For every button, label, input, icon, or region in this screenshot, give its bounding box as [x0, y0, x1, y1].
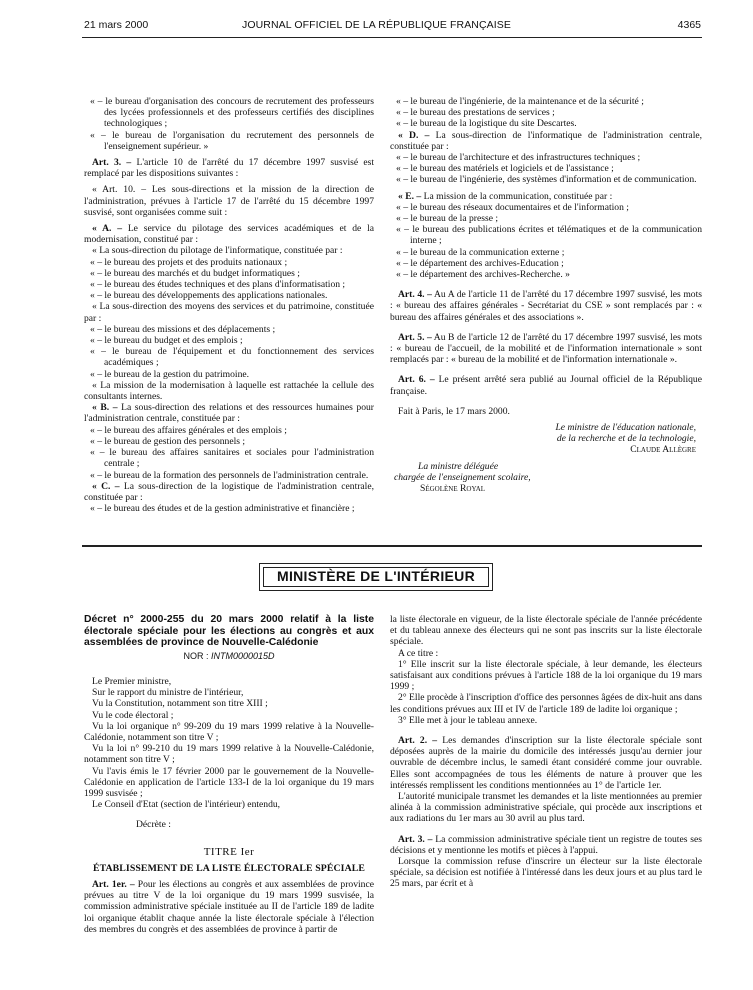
list-item: « – le bureau des études et de la gestion administrative et financière ; — [90, 503, 355, 515]
paragraph: Sur le rapport du ministre de l'intérieur, — [92, 687, 244, 699]
paragraph: Le Conseil d'Etat (section de l'intérieur) entendu, — [92, 799, 281, 811]
paragraph: « C. – La sous-direction de la logistique de l'administration centrale, constituée par : — [84, 480, 375, 503]
paragraph: « B. – La sous-direction des relations et des ressources humaines pour l'administration centrale, constituée par : — [84, 402, 374, 425]
column-bottom-left — [84, 614, 374, 935]
list-item: « – le bureau des missions et des déplacements ; — [90, 323, 276, 335]
paragraph: L'autorité municipale transmet les demandes et la liste mentionnées au premier alinéa à la commission administrative spéciale, qui procède aux inscriptions et aux radiations du 1er mars au 30 avril au plus tard. — [390, 791, 702, 825]
list-item: « – le bureau de gestion des personnels ; — [90, 435, 246, 447]
signatory-title: chargée de l'enseignement scolaire, — [394, 471, 531, 483]
article-1: Art. 1er. – Pour les élections au congrès et aux assemblées de province prévues au titre V de la loi organique du 19 mars 1999 susvisée, la commission administrative spéciale instituée au II de l'article 189 de ladite loi organique établit chaque année la liste électorale spéciale à l'élection des membres du congrès et des assemblées de province à partir de — [84, 879, 374, 935]
article-5: Art. 5. – Au B de l'article 12 de l'arrêté du 17 décembre 1997 susvisé, les mots : « bureau de l'accueil, de la mobilité et de l'information internationale » sont remplacés par : « bureau de la mobilité et de l'information internationale ». — [390, 331, 702, 366]
paragraph: Le Premier ministre, — [92, 675, 172, 687]
ministry-title: MINISTÈRE DE L'INTÉRIEUR — [263, 567, 489, 587]
titre-heading: TITRE Ier — [203, 845, 255, 858]
nor-code: INTM0000015D — [210, 650, 275, 661]
list-item: « – le bureau des études techniques et des plans d'informatisation ; — [90, 279, 346, 291]
column-bottom-right — [390, 614, 702, 890]
column-top-right — [390, 96, 702, 494]
list-item: « – le bureau du budget et des emplois ; — [90, 335, 243, 347]
signatory-title: Le ministre de l'éducation nationale, — [555, 422, 696, 434]
list-item: « – le département des archives-Education ; — [396, 257, 564, 269]
list-item: « – le bureau des affaires sanitaires et sociales pour l'administration centrale ; — [90, 447, 374, 470]
list-item: « – le bureau de la communication externe ; — [396, 246, 565, 258]
decrete: Décrète : — [136, 819, 171, 831]
article-2: Art. 2. – Les demandes d'inscription sur la liste électorale spéciale sont déposées auprès de la mairie du domicile des intéressés jusqu'au dernier jour ouvrable de décembre inclus, le samedi étant considéré comme jour ouvrable. Elles sont accompagnées de tous les éléments de nature à prouver que les intéressés remplissent les conditions mentionnées au 1° de l'article 1er. — [390, 735, 702, 791]
list-item: « – le département des archives-Recherche. » — [396, 269, 570, 281]
signatory-name: Ségolène Royal — [420, 483, 486, 495]
paragraph: « La mission de la modernisation à laquelle est rattachée la cellule des consultants internes. — [84, 379, 374, 403]
paragraph: « E. – La mission de la communication, constituée par : — [398, 190, 613, 202]
list-item: « – le bureau de la formation des personnels de l'administration centrale. — [90, 469, 369, 481]
list-item: « – le bureau de la gestion du patrimoine. — [90, 368, 250, 380]
list-item: « – le bureau des prestations de services ; — [396, 107, 555, 119]
page-header — [0, 19, 753, 35]
article-4: Art. 4. – Au A de l'article 11 de l'arrêté du 17 décembre 1997 susvisé, les mots : « bureau des affaires générales - Secrétariat du CSE » sont remplacés par : « bureau des affaires générales et des associations ». — [390, 289, 702, 323]
paragraph: Vu le code électoral ; — [92, 709, 174, 721]
ministry-banner — [259, 563, 493, 591]
list-item: « – le bureau des affaires générales et des emplois ; — [90, 424, 287, 436]
paragraph: la liste électorale en vigueur, de la liste électorale spéciale de l'année précédente et du tableau annexe des électeurs qui ne sont pas inscrits sur la liste électorale spéciale. — [390, 614, 702, 648]
paragraph: « A. – Le service du pilotage des services académiques et de la modernisation, constitué par : — [84, 223, 374, 246]
decree-title: Décret n° 2000-255 du 20 mars 2000 relatif à la liste électorale spéciale pour les élections au congrès et aux assemblées de province de Nouvelle-Calédonie — [84, 614, 374, 649]
paragraph: « – le bureau d'organisation des concours de recrutement des professeurs des lycées professionnels et des professeurs certifiés des disciplines technologiques ; — [90, 96, 374, 130]
list-item: « – le bureau des projets et des produits nationaux ; — [90, 256, 288, 268]
list-item: « – le bureau de l'équipement et du fonctionnement des services académiques ; — [90, 346, 374, 369]
list-item: « – le bureau de l'ingénierie, de la maintenance et de la sécurité ; — [396, 96, 644, 107]
list-item: « – le bureau de la presse ; — [396, 213, 499, 225]
section-rule — [82, 545, 702, 547]
paragraph: A ce titre : — [398, 647, 439, 659]
paragraph: Vu la loi n° 99-210 du 19 mars 1999 relative à la Nouvelle-Calédonie, notamment son titre V ; — [84, 743, 374, 766]
header-date: 21 mars 2000 — [84, 19, 149, 31]
article-3: Art. 3. – L'article 10 de l'arrêté du 17 décembre 1997 susvisé est remplacé par les dispositions suivantes : — [84, 157, 374, 180]
paragraph: « D. – La sous-direction de l'informatique de l'administration centrale, constituée par : — [390, 129, 703, 152]
page-number: 4365 — [677, 19, 701, 31]
paragraph: 3° Elle met à jour le tableau annexe. — [398, 714, 538, 726]
header-rule — [82, 37, 702, 38]
paragraph: « – le bureau de l'organisation du recrutement des personnels de l'enseignement supérieur. » — [90, 129, 374, 152]
list-item: « – le bureau de la logistique du site Descartes. — [396, 118, 577, 130]
article-3: Art. 3. – La commission administrative spéciale tient un registre de toutes ses décisions et y mentionne les motifs et pièces à l'appui. — [390, 833, 702, 856]
list-item: « – le bureau des matériels et logiciels et de l'assistance ; — [396, 163, 614, 175]
signatory-title: de la recherche et de la technologie, — [556, 433, 696, 445]
paragraph: « La sous-direction des moyens des services et du patrimoine, constituée par : — [84, 301, 374, 324]
paragraph: « La sous-direction du pilotage de l'informatique, constituée par : — [92, 245, 343, 257]
list-item: « – le bureau des marchés et du budget informatiques ; — [90, 267, 300, 279]
signatory-title: La ministre déléguée — [418, 460, 499, 472]
list-item: « – le bureau de l'architecture et des infrastructures techniques ; — [396, 152, 641, 164]
list-item: « – le bureau des réseaux documentaires et de l'information ; — [396, 201, 629, 213]
paragraph: 1° Elle inscrit sur la liste électorale spéciale, à leur demande, les électeurs satisfaisant aux conditions prévues à l'article 188 de la loi organique du 19 mars 1999 ; — [390, 658, 702, 693]
list-item: « – le bureau des publications écrites et télématiques et de la communication interne ; — [396, 224, 702, 247]
article-6: Art. 6. – Le présent arrêté sera publié au Journal officiel de la République française. — [390, 374, 702, 397]
paragraph: 2° Elle procède à l'inscription d'office des personnes âgées de dix-huit ans dans les conditions prévues aux III et IV de l'article 189 de ladite loi organique ; — [390, 692, 702, 715]
paragraph: « Art. 10. – Les sous-directions et la mission de la direction de l'administration, prévues à l'article 17 de l'arrêté du 15 décembre 1997 susvisé, sont organisées comme suit : — [84, 184, 374, 218]
column-top-left — [84, 96, 374, 514]
paragraph: Lorsque la commission refuse d'inscrire un électeur sur la liste électorale spéciale, sa décision est notifiée à l'intéressé dans les deux jours et au plus tard le 25 mars, par écrit et à — [390, 856, 702, 890]
list-item: « – le bureau de l'ingénierie, des systèmes d'information et de communication. — [396, 174, 697, 186]
nor-label: NOR : — [183, 650, 209, 661]
section-heading: ÉTABLISSEMENT DE LA LISTE ÉLECTORALE SPÉCIALE — [92, 862, 366, 874]
journal-title: JOURNAL OFFICIEL DE LA RÉPUBLIQUE FRANÇAISE — [242, 19, 511, 31]
nor-reference — [84, 651, 374, 662]
paragraph: Vu l'avis émis le 17 février 2000 par le gouvernement de la Nouvelle-Calédonie en application de l'article 133-I de la loi organique du 19 mars 1999 susvisée ; — [84, 765, 374, 800]
paragraph: Vu la loi organique n° 99-209 du 19 mars 1999 relative à la Nouvelle-Calédonie, notamment son titre V ; — [84, 720, 374, 743]
signatory-name: Claude Allègre — [630, 444, 696, 456]
signature-date: Fait à Paris, le 17 mars 2000. — [398, 405, 510, 417]
paragraph: Vu la Constitution, notamment son titre XIII ; — [92, 698, 268, 710]
list-item: « – le bureau des développements des applications nationales. — [90, 290, 328, 302]
